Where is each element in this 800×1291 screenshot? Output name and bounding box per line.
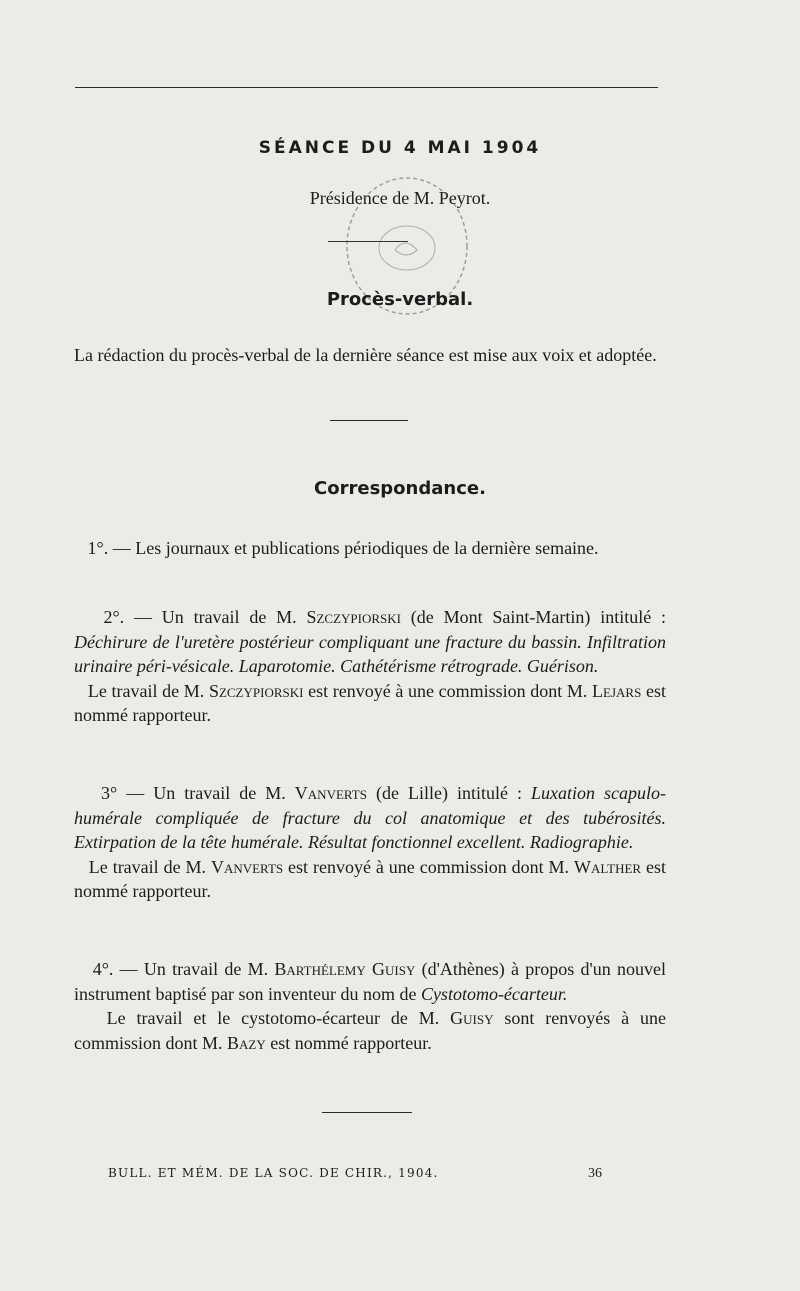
proces-verbal-paragraph — [74, 343, 666, 368]
item-number: 3° — [101, 783, 118, 803]
rapporteur-name: Bazy — [227, 1032, 266, 1053]
closing-rule — [322, 1112, 412, 1113]
presidence-line: Présidence de M. Peyrot. — [309, 188, 491, 208]
correspondance-item-1 — [74, 536, 666, 561]
page-number: 36 — [588, 1166, 602, 1181]
author-name: Vanverts — [294, 783, 367, 803]
correspondance-item-4: 4°. — Un travail de M. Barthélemy Guisy (d'Athènes) à propos d'un nouvel instrument baptisé par son inventeur du nom de Cystotomo-écarteur. Le travail et le cystotomo-écarteur de M. Guisy sont renvoyés à une commission dont M. Bazy est nommé rapporteur. — [74, 959, 667, 1053]
stamp-rule — [328, 241, 408, 242]
author-name: Barthélemy Guisy — [274, 959, 416, 979]
item-number: 2°. — [103, 607, 125, 627]
work-title: Cystotomo-écarteur. — [420, 983, 568, 1004]
correspondance-item-3: 3° — Un travail de M. Vanverts (de Lille) intitulé : Luxation scapulo-humérale compliquée de fracture du col anatomique et des tubérosités. Extirpation de la tête humérale. Résultat fonctionnel excellent. Radiographie. Le travail de M. Vanverts est renvoyé à une commission dont M. Walther est nommé rapporteur. — [74, 783, 667, 901]
work-title: Déchirure de l'uretère postérieur compliquant une fracture du bassin. Infiltration urinaire péri-vésicale. Laparotomie. Cathétérisme rétrograde. Guérison. — [74, 631, 666, 676]
correspondance-item-2: 2°. — Un travail de M. Szczypiorski (de Mont Saint-Martin) intitulé : Déchirure de l'uretère postérieur compliquant une fracture du bassin. Infiltration urinaire péri-vésicale. Laparotomie. Cathétérisme rétrograde. Guérison. Le travail de M. Szczypiorski est renvoyé à une commission dont M. Lejars est nommé rapporteur. — [74, 607, 667, 725]
proces-verbal-title: Procès-verbal. — [326, 289, 474, 310]
item-number: 1°. — [87, 538, 109, 558]
rapporteur-name: Lejars — [592, 680, 642, 701]
author-name: Szczypiorski — [306, 607, 401, 627]
top-rule — [75, 87, 658, 88]
proces-verbal-text: La rédaction du procès-verbal de la dernière séance est mise aux voix et adoptée. — [74, 345, 657, 365]
running-footer: BULL. ET MÉM. DE LA SOC. DE CHIR., 1904. — [108, 1166, 439, 1180]
item-number: 4°. — [92, 959, 114, 979]
rapporteur-name: Walther — [574, 856, 642, 877]
correspondance-title: Correspondance. — [314, 478, 486, 499]
work-title: Luxation scapulo-humérale compliquée de fracture du col anatomique et des tubérosités. Extirpation de la tête humérale. Résultat fonctionnel excellent. Radiographie. — [74, 783, 667, 852]
section-rule — [330, 420, 408, 421]
item-text: — Les journaux et publications périodiques de la dernière semaine. — [112, 538, 599, 558]
seance-heading: SÉANCE DU 4 MAI 1904 — [258, 138, 542, 158]
